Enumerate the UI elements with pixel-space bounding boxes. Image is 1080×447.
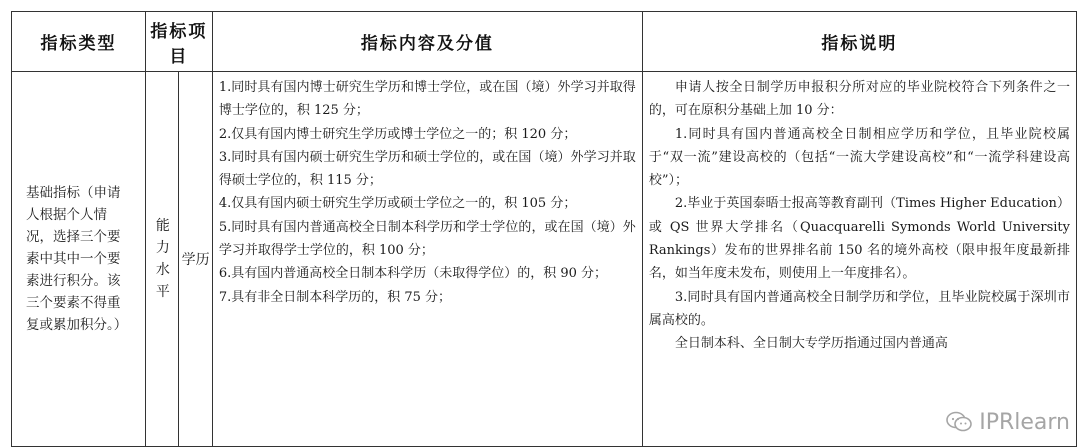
description-paragraph: 申请人按全日制学历申报积分所对应的毕业院校符合下列条件之一的，可在原积分基础上加 10 分： — [648, 80, 1070, 119]
indicator-item-cell: 能力水平 — [145, 72, 178, 447]
content-line: 1.同时具有国内博士研究生学历和博士学位，或在国（境）外学习并取得博士学位的，积 125 分； — [218, 80, 636, 119]
indicator-description-cell — [642, 72, 1076, 447]
table-row — [12, 72, 1077, 447]
content-line: 3.同时具有国内硕士研究生学历和硕士学位的，或在国（境）外学习并取得硕士学位的，积 115 分； — [218, 149, 636, 189]
wechat-icon — [945, 411, 973, 433]
header-indicator-type: 指标类型 — [12, 12, 146, 72]
content-line: 5.同时具有国内普通高校全日制本科学历和学士学位的，或在国（境）外学习并取得学士学位的，积 100 分； — [218, 219, 636, 259]
content-line: 2.仅具有国内博士研究生学历或博士学位之一的；积 120 分； — [218, 126, 577, 142]
table-header-row — [12, 12, 1077, 72]
description-paragraph: 1.同时具有国内普通高校全日制相应学历和学位，且毕业院校属于“双一流”建设高校的（包括“一流大学建设高校”和“一流学科建设高校”）； — [648, 126, 1070, 189]
indicator-content-cell — [212, 72, 642, 447]
header-indicator-description: 指标说明 — [642, 12, 1076, 72]
content-line: 4.仅具有国内硕士研究生学历或硕士学位之一的，积 105 分； — [218, 196, 577, 212]
description-paragraph: 3.同时具有国内普通高校全日制学历和学位，且毕业院校属于深圳市属高校的。 — [648, 289, 1070, 328]
indicator-subitem-cell: 学历 — [179, 72, 212, 447]
header-indicator-item: 指标项目 — [145, 12, 212, 72]
header-indicator-content: 指标内容及分值 — [212, 12, 642, 72]
watermark — [945, 411, 1070, 434]
description-paragraph: 2.毕业于英国泰晤士报高等教育副刊（Times Higher Education）或 QS 世界大学排名（Quacquarelli Symonds World University Rankings）发布的世界排名前 150 名的境外高校（限申报年度最新排名，如当年度未发布，则使用上一年度排名）。 — [648, 196, 1070, 282]
points-criteria-table — [11, 11, 1077, 447]
watermark-text: IPRlearn — [979, 409, 1070, 435]
content-line: 6.具有国内普通高校全日制本科学历（未取得学位）的，积 90 分； — [218, 266, 608, 282]
content-line: 7.具有非全日制本科学历的，积 75 分； — [218, 289, 452, 305]
indicator-type-cell: 基础指标（申请人根据个人情况，选择三个要素中其中一个要素进行积分。该三个要素不得重复或累加积分。） — [12, 72, 146, 447]
description-paragraph: 全日制本科、全日制大专学历指通过国内普通高 — [674, 336, 948, 352]
